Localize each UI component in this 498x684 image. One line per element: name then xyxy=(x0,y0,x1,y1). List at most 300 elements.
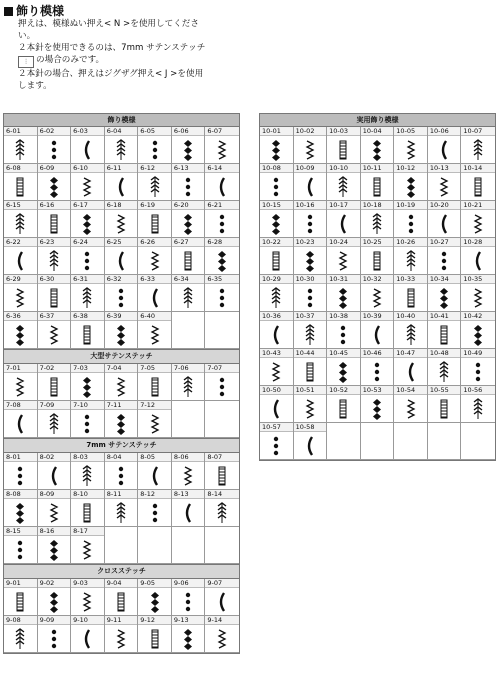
stitch-glyph xyxy=(428,136,461,163)
stitch-glyph xyxy=(361,173,394,200)
stitch-cell xyxy=(327,312,361,349)
stitch-pattern-icon xyxy=(148,213,162,235)
stitch-cell xyxy=(38,453,72,490)
stitch-pattern-icon xyxy=(47,250,61,272)
stitch-glyph xyxy=(361,284,394,311)
stitch-number: 10-12 xyxy=(394,164,427,173)
stitch-glyph xyxy=(361,395,394,422)
stitch-glyph xyxy=(461,395,495,422)
stitch-cell xyxy=(71,401,105,438)
stitch-glyph xyxy=(71,247,104,274)
stitch-pattern-icon xyxy=(148,591,162,613)
stitch-cell xyxy=(205,453,239,490)
stitch-cell xyxy=(260,423,294,460)
stitch-number: 9-08 xyxy=(4,616,37,625)
stitch-glyph xyxy=(461,284,495,311)
stitch-number: 8-12 xyxy=(138,490,171,499)
stitch-cell xyxy=(71,201,105,238)
stitch-glyph xyxy=(294,136,327,163)
stitch-number: 10-04 xyxy=(361,127,394,136)
stitch-cell xyxy=(71,364,105,401)
stitch-pattern-icon xyxy=(114,502,128,524)
instruction-text: の場合のみです。 xyxy=(36,55,105,65)
stitch-number: 6-17 xyxy=(71,201,104,210)
stitch-number: 6-29 xyxy=(4,275,37,284)
stitch-number: 6-16 xyxy=(38,201,71,210)
stitch-number: 10-23 xyxy=(294,238,327,247)
stitch-pattern-icon xyxy=(269,324,283,346)
stitch-pattern-icon xyxy=(303,287,317,309)
stitch-glyph xyxy=(327,247,360,274)
stitch-pattern-icon xyxy=(114,628,128,650)
stitch-pattern-icon xyxy=(215,465,229,487)
stitch-glyph xyxy=(394,321,427,348)
stitch-number: 6-36 xyxy=(4,312,37,321)
stitch-glyph xyxy=(260,432,293,459)
stitch-glyph xyxy=(38,247,71,274)
stitch-glyph xyxy=(461,358,495,385)
stitch-glyph xyxy=(294,358,327,385)
stitch-glyph xyxy=(428,395,461,422)
stitch-number: 10-54 xyxy=(394,386,427,395)
stitch-number: 6-07 xyxy=(205,127,239,136)
stitch-pattern-icon xyxy=(181,139,195,161)
stitch-cell xyxy=(4,616,38,653)
stitch-cell xyxy=(4,238,38,275)
stitch-number: 10-03 xyxy=(327,127,360,136)
stitch-glyph xyxy=(260,173,293,200)
instructions xyxy=(18,18,246,92)
stitch-cell xyxy=(461,164,495,201)
stitch-pattern-icon xyxy=(404,213,418,235)
stitch-pattern-icon xyxy=(13,213,27,235)
stitch-number: 6-02 xyxy=(38,127,71,136)
stitch-cell xyxy=(394,164,428,201)
stitch-number: 6-27 xyxy=(172,238,205,247)
stitch-cell xyxy=(260,201,294,238)
stitch-number: 10-43 xyxy=(260,349,293,358)
stitch-number: 9-07 xyxy=(205,579,239,588)
stitch-number: 6-13 xyxy=(172,164,205,173)
stitch-cell xyxy=(71,490,105,527)
stitch-cell xyxy=(461,201,495,238)
stitch-glyph xyxy=(260,321,293,348)
stitch-number: 6-39 xyxy=(105,312,138,321)
stitch-glyph xyxy=(205,173,239,200)
stitch-cell xyxy=(294,349,328,386)
stitch-cell xyxy=(105,275,139,312)
stitch-cell xyxy=(138,201,172,238)
stitch-pattern-icon xyxy=(148,376,162,398)
stitch-table-right xyxy=(259,113,496,461)
stitch-glyph xyxy=(394,136,427,163)
stitch-cell xyxy=(394,312,428,349)
stitch-number: 9-13 xyxy=(172,616,205,625)
stitch-glyph xyxy=(428,210,461,237)
stitch-pattern-icon xyxy=(181,591,195,613)
stitch-number: 10-15 xyxy=(260,201,293,210)
stitch-pattern-icon xyxy=(80,465,94,487)
stitch-pattern-icon xyxy=(215,628,229,650)
stitch-number: 10-55 xyxy=(428,386,461,395)
stitch-glyph xyxy=(205,625,239,652)
stitch-number: 8-05 xyxy=(138,453,171,462)
stitch-number: 6-24 xyxy=(71,238,104,247)
stitch-number: 6-15 xyxy=(4,201,37,210)
stitch-glyph xyxy=(38,373,71,400)
stitch-glyph xyxy=(294,395,327,422)
stitch-number: 8-13 xyxy=(172,490,205,499)
stitch-pattern-icon xyxy=(13,139,27,161)
stitch-glyph xyxy=(38,625,71,652)
stitch-number: 10-32 xyxy=(361,275,394,284)
stitch-cell xyxy=(172,238,206,275)
stitch-cell xyxy=(105,312,139,349)
stitch-pattern-icon xyxy=(13,324,27,346)
stitch-number: 6-23 xyxy=(38,238,71,247)
stitch-pattern-icon xyxy=(215,376,229,398)
stitch-number: 10-22 xyxy=(260,238,293,247)
stitch-glyph xyxy=(105,373,138,400)
stitch-number: 6-03 xyxy=(71,127,104,136)
stitch-number: 7-04 xyxy=(105,364,138,373)
stitch-glyph xyxy=(172,373,205,400)
stitch-glyph xyxy=(172,136,205,163)
stitch-glyph xyxy=(394,247,427,274)
stitch-pattern-icon xyxy=(13,539,27,561)
stitch-number: 10-27 xyxy=(428,238,461,247)
stitch-glyph xyxy=(361,136,394,163)
stitch-pattern-icon xyxy=(80,139,94,161)
stitch-pattern-icon xyxy=(181,502,195,524)
stitch-glyph xyxy=(105,210,138,237)
stitch-number: 8-03 xyxy=(71,453,104,462)
stitch-glyph xyxy=(361,247,394,274)
stitch-pattern-icon xyxy=(303,250,317,272)
stitch-pattern-icon xyxy=(471,139,485,161)
stitch-glyph xyxy=(71,625,104,652)
stitch-pattern-icon xyxy=(404,324,418,346)
stitch-glyph xyxy=(172,588,205,615)
stitch-cell xyxy=(172,201,206,238)
stitch-cell xyxy=(205,616,239,653)
section-header: 実用飾り模様 xyxy=(260,114,495,127)
stitch-number: 10-56 xyxy=(461,386,495,395)
empty-cell xyxy=(138,527,172,564)
stitch-pattern-icon xyxy=(437,287,451,309)
stitch-glyph xyxy=(38,210,71,237)
stitch-cell xyxy=(4,275,38,312)
stitch-glyph xyxy=(105,284,138,311)
stitch-cell xyxy=(428,127,462,164)
stitch-number: 10-05 xyxy=(394,127,427,136)
stitch-glyph xyxy=(105,247,138,274)
stitch-glyph xyxy=(461,210,495,237)
stitch-cell xyxy=(105,364,139,401)
stitch-pattern-icon xyxy=(370,324,384,346)
stitch-number: 10-21 xyxy=(461,201,495,210)
stitch-cell xyxy=(172,453,206,490)
stitch-number: 10-35 xyxy=(461,275,495,284)
stitch-pattern-icon xyxy=(471,398,485,420)
stitch-pattern-icon xyxy=(148,465,162,487)
stitch-number: 8-09 xyxy=(38,490,71,499)
stitch-pattern-icon xyxy=(47,502,61,524)
stitch-cell xyxy=(205,164,239,201)
stitch-pattern-icon xyxy=(303,435,317,457)
stitch-pattern-icon xyxy=(437,398,451,420)
stitch-cell xyxy=(138,401,172,438)
stitch-cell xyxy=(71,164,105,201)
stitch-pattern-icon xyxy=(303,398,317,420)
stitch-number: 10-36 xyxy=(260,312,293,321)
stitch-pattern-icon xyxy=(114,213,128,235)
empty-cell xyxy=(361,423,395,460)
empty-cell xyxy=(205,527,239,564)
stitch-pattern-icon xyxy=(336,324,350,346)
stitch-cell xyxy=(138,164,172,201)
stitch-number: 6-35 xyxy=(205,275,239,284)
stitch-number: 10-28 xyxy=(461,238,495,247)
stitch-glyph xyxy=(138,136,171,163)
stitch-cell xyxy=(294,164,328,201)
stitch-glyph xyxy=(294,173,327,200)
stitch-number: 6-33 xyxy=(138,275,171,284)
empty-cell xyxy=(172,527,206,564)
stitch-cell xyxy=(461,386,495,423)
stitch-glyph xyxy=(172,625,205,652)
stitch-glyph xyxy=(71,499,104,526)
stitch-glyph xyxy=(428,173,461,200)
stitch-glyph xyxy=(105,499,138,526)
stitch-number: 8-17 xyxy=(71,527,104,536)
stitch-cell xyxy=(461,349,495,386)
stitch-cell xyxy=(172,490,206,527)
stitch-pattern-icon xyxy=(471,176,485,198)
stitch-cell xyxy=(361,201,395,238)
stitch-number: 10-24 xyxy=(327,238,360,247)
stitch-pattern-icon xyxy=(370,139,384,161)
stitch-pattern-icon xyxy=(471,213,485,235)
stitch-cell xyxy=(428,164,462,201)
stitch-number: 8-15 xyxy=(4,527,37,536)
stitch-glyph xyxy=(394,173,427,200)
stitch-pattern-icon xyxy=(148,250,162,272)
stitch-cell xyxy=(428,275,462,312)
stitch-glyph xyxy=(138,173,171,200)
stitch-pattern-icon xyxy=(269,176,283,198)
stitch-number: 10-29 xyxy=(260,275,293,284)
stitch-grid xyxy=(260,127,495,460)
stitch-pattern-icon xyxy=(13,176,27,198)
stitch-pattern-icon xyxy=(13,250,27,272)
stitch-pattern-icon xyxy=(437,361,451,383)
stitch-pattern-icon xyxy=(269,361,283,383)
stitch-number: 8-01 xyxy=(4,453,37,462)
stitch-glyph xyxy=(4,284,37,311)
stitch-glyph xyxy=(38,462,71,489)
stitch-glyph xyxy=(327,321,360,348)
stitch-glyph xyxy=(327,210,360,237)
stitch-cell xyxy=(205,275,239,312)
stitch-number: 9-02 xyxy=(38,579,71,588)
stitch-number: 10-08 xyxy=(260,164,293,173)
stitch-cell xyxy=(294,127,328,164)
stitch-number: 10-37 xyxy=(294,312,327,321)
stitch-pattern-icon xyxy=(215,213,229,235)
stitch-cell xyxy=(4,453,38,490)
stitch-glyph xyxy=(428,284,461,311)
stitch-glyph xyxy=(327,395,360,422)
stitch-glyph xyxy=(105,462,138,489)
stitch-cell xyxy=(294,312,328,349)
stitch-glyph xyxy=(105,136,138,163)
stitch-cell xyxy=(394,386,428,423)
stitch-cell xyxy=(105,579,139,616)
stitch-pattern-icon xyxy=(80,376,94,398)
stitch-cell xyxy=(38,127,72,164)
stitch-number: 6-18 xyxy=(105,201,138,210)
stitch-cell xyxy=(105,490,139,527)
stitch-number: 10-13 xyxy=(428,164,461,173)
section-header: 7mm サテンステッチ xyxy=(4,438,239,453)
stitch-pattern-icon xyxy=(13,465,27,487)
stitch-glyph xyxy=(4,321,37,348)
stitch-pattern-icon xyxy=(215,502,229,524)
stitch-glyph xyxy=(205,462,239,489)
stitch-number: 10-06 xyxy=(428,127,461,136)
stitch-pattern-icon xyxy=(47,139,61,161)
stitch-cell xyxy=(105,401,139,438)
empty-cell xyxy=(172,401,206,438)
stitch-number: 10-46 xyxy=(361,349,394,358)
stitch-pattern-icon xyxy=(80,250,94,272)
stitch-pattern-icon xyxy=(114,139,128,161)
stitch-number: 7-10 xyxy=(71,401,104,410)
stitch-number: 8-10 xyxy=(71,490,104,499)
stitch-cell xyxy=(138,275,172,312)
twin-needle-icon: ⫶ xyxy=(18,56,34,68)
stitch-glyph xyxy=(4,173,37,200)
stitch-pattern-icon xyxy=(370,361,384,383)
stitch-glyph xyxy=(260,284,293,311)
section-header: クロスステッチ xyxy=(4,564,239,579)
stitch-number: 10-17 xyxy=(327,201,360,210)
stitch-glyph xyxy=(260,358,293,385)
stitch-cell xyxy=(105,164,139,201)
stitch-number: 6-04 xyxy=(105,127,138,136)
stitch-pattern-icon xyxy=(47,628,61,650)
stitch-number: 6-32 xyxy=(105,275,138,284)
stitch-cell xyxy=(361,164,395,201)
stitch-number: 6-37 xyxy=(38,312,71,321)
stitch-number: 10-20 xyxy=(428,201,461,210)
stitch-cell xyxy=(38,201,72,238)
empty-cell xyxy=(428,423,462,460)
stitch-cell xyxy=(260,164,294,201)
stitch-pattern-icon xyxy=(80,539,94,561)
section-header: 大型サテンステッチ xyxy=(4,349,239,364)
stitch-number: 10-57 xyxy=(260,423,293,432)
stitch-number: 10-58 xyxy=(294,423,327,432)
stitch-glyph xyxy=(327,284,360,311)
stitch-number: 9-04 xyxy=(105,579,138,588)
stitch-glyph xyxy=(38,173,71,200)
stitch-cell xyxy=(38,527,72,564)
stitch-number: 10-01 xyxy=(260,127,293,136)
stitch-pattern-icon xyxy=(148,287,162,309)
stitch-number: 10-26 xyxy=(394,238,427,247)
stitch-pattern-icon xyxy=(181,176,195,198)
stitch-pattern-icon xyxy=(80,324,94,346)
stitch-glyph xyxy=(71,373,104,400)
stitch-pattern-icon xyxy=(404,139,418,161)
stitch-pattern-icon xyxy=(437,324,451,346)
stitch-cell xyxy=(394,127,428,164)
stitch-cell xyxy=(327,275,361,312)
stitch-number: 8-16 xyxy=(38,527,71,536)
stitch-pattern-icon xyxy=(114,376,128,398)
stitch-glyph xyxy=(71,284,104,311)
stitch-pattern-icon xyxy=(370,250,384,272)
stitch-number: 9-10 xyxy=(71,616,104,625)
stitch-number: 10-11 xyxy=(361,164,394,173)
stitch-number: 6-12 xyxy=(138,164,171,173)
stitch-number: 6-10 xyxy=(71,164,104,173)
stitch-cell xyxy=(205,364,239,401)
stitch-number: 10-30 xyxy=(294,275,327,284)
stitch-glyph xyxy=(4,247,37,274)
stitch-number: 6-20 xyxy=(172,201,205,210)
stitch-number: 10-14 xyxy=(461,164,495,173)
stitch-number: 10-48 xyxy=(428,349,461,358)
stitch-cell xyxy=(327,164,361,201)
stitch-pattern-icon xyxy=(269,398,283,420)
stitch-number: 7-12 xyxy=(138,401,171,410)
stitch-glyph xyxy=(461,321,495,348)
stitch-cell xyxy=(394,238,428,275)
stitch-cell xyxy=(428,386,462,423)
stitch-pattern-icon xyxy=(80,287,94,309)
stitch-pattern-icon xyxy=(47,413,61,435)
stitch-cell xyxy=(172,164,206,201)
stitch-pattern-icon xyxy=(181,250,195,272)
stitch-cell xyxy=(205,127,239,164)
stitch-number: 6-38 xyxy=(71,312,104,321)
stitch-cell xyxy=(394,275,428,312)
stitch-glyph xyxy=(4,536,37,563)
stitch-pattern-icon xyxy=(13,591,27,613)
stitch-cell xyxy=(4,401,38,438)
stitch-cell xyxy=(260,127,294,164)
stitch-cell xyxy=(138,490,172,527)
stitch-glyph xyxy=(327,358,360,385)
stitch-glyph xyxy=(138,210,171,237)
empty-cell xyxy=(205,401,239,438)
stitch-pattern-icon xyxy=(114,413,128,435)
stitch-glyph xyxy=(205,499,239,526)
stitch-number: 6-05 xyxy=(138,127,171,136)
stitch-number: 7-01 xyxy=(4,364,37,373)
stitch-pattern-icon xyxy=(181,376,195,398)
stitch-number: 6-11 xyxy=(105,164,138,173)
stitch-glyph xyxy=(71,410,104,437)
stitch-glyph xyxy=(260,136,293,163)
stitch-glyph xyxy=(138,321,171,348)
stitch-cell xyxy=(172,616,206,653)
stitch-cell xyxy=(4,490,38,527)
stitch-cell xyxy=(71,127,105,164)
